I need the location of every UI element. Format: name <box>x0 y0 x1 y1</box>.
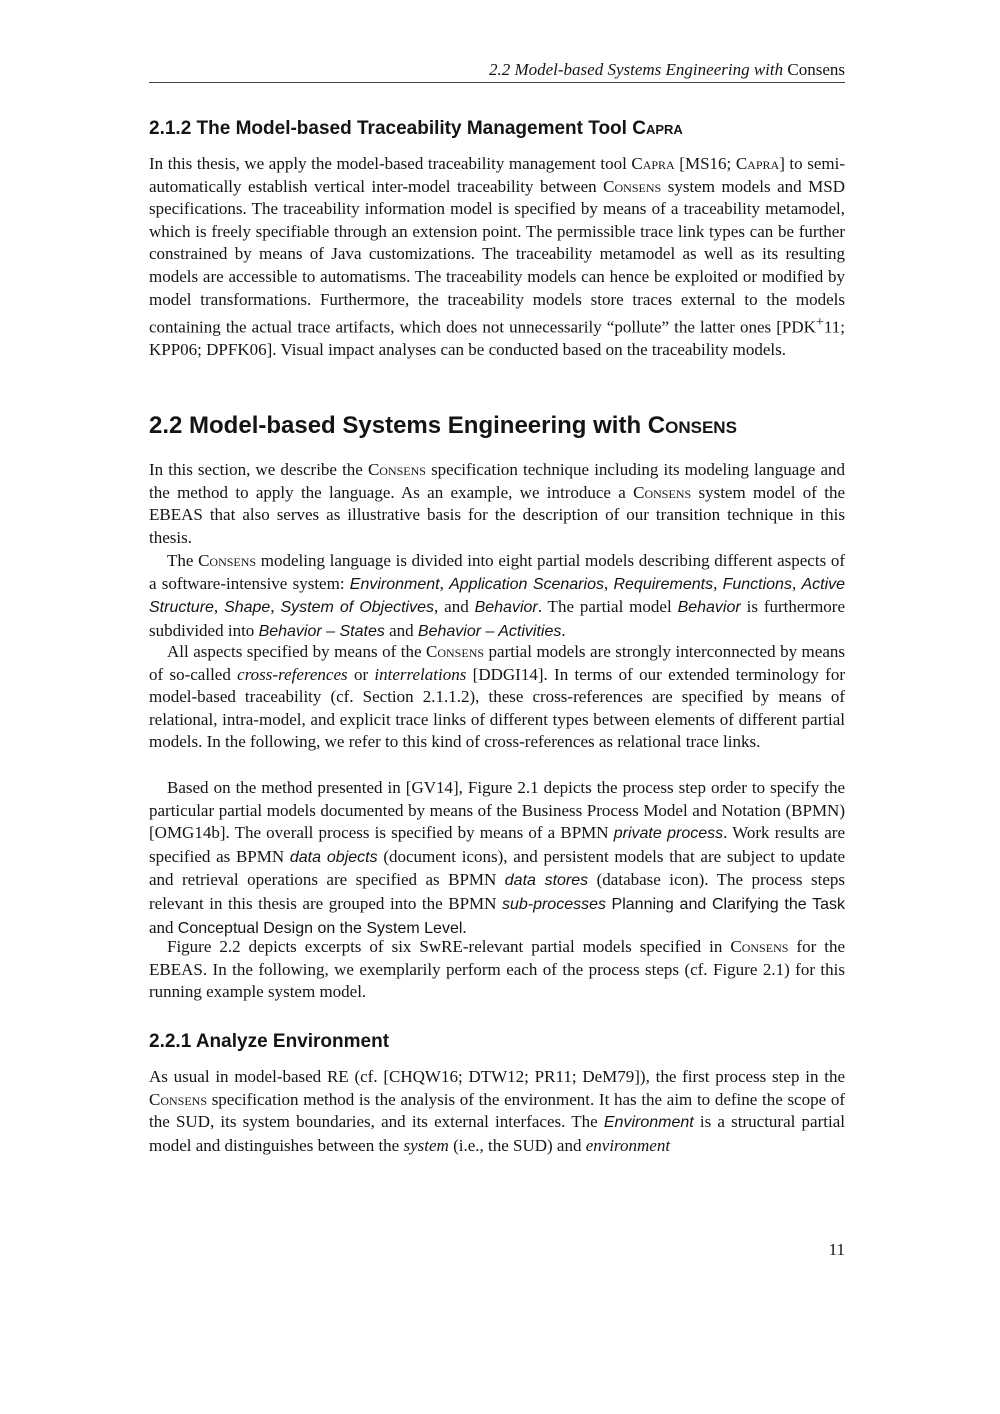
header-rule <box>149 82 845 83</box>
text: modeling language is divided into eight partial models describing different aspects of a software-intensive system: <box>149 551 845 593</box>
text: or <box>347 664 375 684</box>
emphasis: interrelations <box>374 664 467 684</box>
heading-tool: Capra <box>632 118 683 139</box>
text: is a structural partial model and distinguishes between the <box>149 1112 845 1155</box>
text: 11; KPP06; DPFK06]. Visual impact analyses can be conducted based on the traceability models. <box>149 317 845 360</box>
text: partial models are strongly interconnected by means of so-called <box>149 642 845 684</box>
text: . <box>561 620 566 640</box>
page-number: 11 <box>828 1240 845 1259</box>
bpmn-term: data stores <box>504 872 589 890</box>
section-2-2-paragraph-2 <box>149 550 845 643</box>
text: , and <box>434 597 475 617</box>
process-name: Planning and Clarifying the Task <box>611 895 845 913</box>
model-name: Environment <box>349 575 440 593</box>
tool-name: Consens <box>633 482 692 502</box>
text: As usual in model-based RE (cf. [CHQW16; DTW12; PR11; DeM79]), the first process step in the <box>149 1067 845 1086</box>
text: Based on the method presented in [GV14], Figure 2.1 depicts the process step order to specify the particular partial models documented by means of the Business Process Model and Notation (BPMN) [OMG14b]. The overall process is specified by means of a BPMN <box>149 778 845 843</box>
section-2-2-paragraph-3 <box>149 641 845 754</box>
text: ] to semi-automatically establish vertical inter-model traceability between <box>149 154 845 196</box>
process-name: Conceptual Design on the System Level <box>177 919 463 937</box>
text: (database icon). The process steps relevant in this thesis are grouped into the BPMN <box>149 870 846 913</box>
heading-prefix: 2.2 Model-based Systems Engineering with <box>149 412 648 439</box>
text: . Work results are specified as BPMN <box>149 823 845 866</box>
section-2-2-paragraph-5 <box>149 936 845 1004</box>
model-name: Behavior <box>474 599 538 617</box>
text: [MS16; <box>674 154 736 173</box>
text: specification method is the analysis of the environment. It has the aim to define the scope of the SUD, its system boundaries, and its external interfaces. The <box>149 1089 845 1132</box>
running-header <box>149 59 845 81</box>
text: In this section, we describe the <box>149 460 368 479</box>
section-2-2-1-paragraph-1 <box>149 1066 845 1157</box>
text: specification technique including its modeling language and the method to apply the language. As an example, we introduce a <box>149 460 845 502</box>
text: . <box>462 917 467 937</box>
text: (document icons), and persistent models that are subject to update and retrieval operations are specified as BPMN <box>149 846 845 890</box>
bpmn-term: data objects <box>289 848 378 866</box>
model-name: System of Objectives <box>280 599 435 617</box>
superscript: + <box>815 314 824 331</box>
text: Figure 2.2 depicts excerpts of six SwRE-relevant partial models specified in <box>167 937 731 956</box>
section-2-2-1-heading: 2.2.1 Analyze Environment <box>149 1031 390 1052</box>
emphasis: cross-references <box>237 664 348 684</box>
text: . The partial model <box>537 597 678 617</box>
model-name: Behavior – States <box>258 622 385 640</box>
section-2-1-2-paragraph-1 <box>149 153 845 362</box>
tool-name: Consens <box>149 1089 208 1109</box>
section-2-2-paragraph-1 <box>149 459 845 549</box>
tool-name: Capra <box>631 154 675 173</box>
model-name: Active Structure <box>149 575 846 617</box>
section-2-2-paragraph-4 <box>149 777 845 940</box>
text: , <box>270 597 281 617</box>
section-2-2-heading <box>149 411 737 441</box>
heading-tool: Consens <box>647 412 737 439</box>
model-name: Application Scenarios <box>449 575 604 593</box>
section-2-1-2-heading <box>149 117 683 141</box>
text: [DDGI14]. In terms of our extended terminology for model-based traceability (cf. Section 2.1.1.2), these cross-references are specified by means of relational, intra-model, and explicit trace links of different types between elements of different partial models. In the following, we refer to this kind of cross-references as relational trace links. <box>149 664 845 752</box>
heading-prefix: 2.1.2 The Model-based Traceability Management Tool <box>149 118 633 139</box>
tool-name: Consens <box>603 176 662 196</box>
text: , <box>713 573 723 593</box>
text: system models and MSD specifications. The traceability information model is specified by means of a traceability metamodel, which is freely specifiable through an extension point. The permissible trace link types can be further constrained by means of Java customizations. The traceability metamodel as well as its resulting models are accessible to automatisms. The traceability models can hence be exploited or modified by model transformations. Furthermore, the traceability models store traces external to the models containing the actual trace artifacts, which does not unnecessarily “pollute” the latter ones [PDK <box>149 176 845 337</box>
text: , <box>439 573 450 593</box>
model-name: Environment <box>603 1114 694 1132</box>
tool-name: Consens <box>426 642 485 661</box>
text: The <box>167 551 199 570</box>
text: and <box>149 917 178 937</box>
emphasis: environment <box>585 1135 671 1155</box>
model-name: Behavior – Activities <box>417 622 562 640</box>
text: for the EBEAS. In the following, we exemplarily perform each of the process steps (cf. Figure 2.1) for this running example system model. <box>149 937 845 1002</box>
tool-name: Consens <box>367 460 426 479</box>
model-name: Shape <box>224 599 271 617</box>
model-name: Requirements <box>613 575 714 593</box>
text: , <box>791 573 802 593</box>
running-title-prefix: 2.2 Model-based Systems Engineering with <box>488 60 788 79</box>
emphasis: system <box>403 1135 449 1155</box>
model-name: Functions <box>722 575 792 593</box>
bpmn-term: sub-processes <box>501 895 606 913</box>
running-title-tool: Consens <box>787 60 845 79</box>
tool-name: Consens <box>198 551 257 570</box>
text: (i.e., the SUD) and <box>448 1135 586 1155</box>
text: and <box>384 620 418 640</box>
text: system model of the EBEAS that also serves as illustrative basis for the description of our transition technique in this thesis. <box>149 482 845 547</box>
text: is furthermore subdivided into <box>149 597 846 640</box>
tool-name: Consens <box>730 937 789 956</box>
text: All aspects specified by means of the <box>167 642 427 661</box>
tool-name: Capra <box>735 154 780 173</box>
text: , <box>213 597 225 617</box>
text: , <box>603 573 614 593</box>
bpmn-term: private process <box>613 825 724 843</box>
model-name: Behavior <box>677 599 741 617</box>
text: In this thesis, we apply the model-based traceability management tool <box>149 154 632 173</box>
